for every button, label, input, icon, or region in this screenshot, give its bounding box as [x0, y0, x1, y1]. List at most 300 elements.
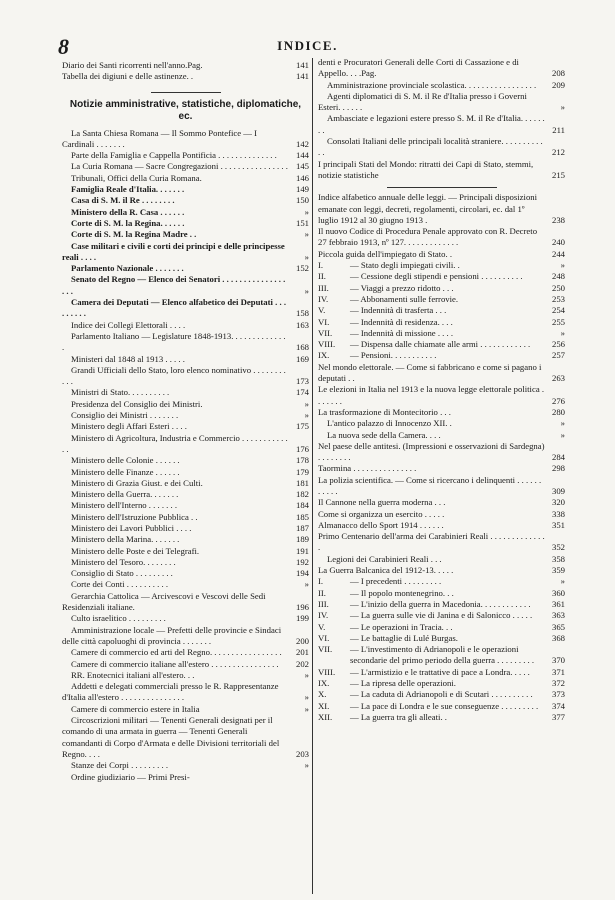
entry-title: Corte dei Conti . . . . . . . . . . — [71, 579, 169, 590]
entry-page: » — [304, 285, 309, 296]
entry-title: Case militari e civili e corti dei principi e delle principesse reali . . . . — [62, 240, 285, 262]
entry-title: Camere di commercio ed arti del Regno. . . . . . . . . . . . . . . . . — [71, 647, 282, 658]
entry-page: 168 — [295, 342, 309, 353]
index-entry — [62, 591, 309, 614]
index-entry — [62, 297, 309, 320]
entry-page: » — [560, 260, 565, 271]
entry-page: 175 — [295, 421, 309, 432]
index-entry — [62, 263, 309, 274]
entry-page: » — [304, 229, 309, 240]
entry-page: 240 — [551, 237, 565, 248]
entry-page: » — [560, 576, 565, 587]
entry-title: Ministri di Stato. . . . . . . . . . — [71, 387, 170, 398]
entry-page: 144 — [295, 150, 309, 161]
entry-page: 194 — [295, 568, 309, 579]
entry-title: Ministero delle Poste e dei Telegrafi. — [71, 545, 200, 556]
sub-entry — [318, 644, 565, 667]
entry-title: Nel mondo elettorale. — Come si fabbricano e come si pagano i deputati . . — [318, 361, 542, 384]
entry-page: 372 — [551, 678, 565, 689]
sub-entry-title: — Viaggi a prezzo ridotto . . . — [350, 282, 454, 293]
index-entry — [318, 57, 565, 80]
sub-entry-title: — L'inizio della guerra in Macedonia. . . . . . . . . . . . — [350, 598, 531, 609]
entry-page: 254 — [551, 305, 565, 316]
entry-page: » — [304, 398, 309, 409]
index-entry — [318, 475, 565, 498]
sub-entry-title: — Abbonamenti sulle ferrovie. — [350, 293, 459, 304]
sub-entry-title: — Indennità di residenza. . . . — [350, 316, 453, 327]
left-top-list — [62, 60, 309, 83]
entry-title: Parlamento Nazionale . . . . . . . — [71, 263, 184, 274]
entry-page: 361 — [551, 598, 565, 609]
sub-entry-number: IX. — [318, 350, 330, 361]
sub-entry-number: III. — [318, 282, 329, 293]
entry-title: Grandi Ufficiali dello Stato, loro elenco nominativo . . . . . . . . . . . — [62, 364, 286, 387]
entry-page: 200 — [295, 635, 309, 646]
index-entry — [62, 71, 309, 82]
entry-title: Parte della Famiglia e Cappella Pontificia . . . . . . . . . . . . . . — [71, 150, 277, 161]
sub-entry-title: — Le operazioni in Tracia. . . — [350, 621, 453, 632]
sub-entry-number: II. — [318, 587, 326, 598]
sub-entry-number: IX. — [318, 678, 330, 689]
entry-page: 358 — [551, 553, 565, 564]
index-entry — [62, 433, 309, 456]
sub-entry-title: — La guerra tra gli alleati. . — [350, 711, 447, 722]
entry-page: 209 — [551, 79, 565, 90]
entry-title: Ministero delle Colonie . . . . . . — [71, 455, 180, 466]
sub-entry — [318, 350, 565, 361]
entry-page: 149 — [295, 184, 309, 195]
index-entry — [62, 659, 309, 670]
entry-title: Ministero dell'Istruzione Pubblica . . — [71, 511, 198, 522]
sub-entry — [318, 339, 565, 350]
entry-page: 250 — [551, 282, 565, 293]
index-entry — [62, 500, 309, 511]
entry-page: 276 — [551, 395, 565, 406]
entry-title: Presidenza del Consiglio dei Ministri. — [71, 398, 203, 409]
entry-page: » — [304, 251, 309, 262]
sub-entry — [318, 633, 565, 644]
entry-title: Famiglia Reale d'Italia. . . . . . . — [71, 184, 185, 195]
index-entry — [318, 80, 565, 91]
entry-title: RR. Enotecnici italiani all'estero. . . — [71, 669, 195, 680]
entry-page: » — [304, 692, 309, 703]
sub-entry-title: — I precedenti . . . . . . . . . — [350, 576, 442, 587]
entry-title: La trasformazione di Montecitorio . . . — [318, 406, 451, 417]
entry-title: Indice alfabetico annuale delle leggi. — Principali disposizioni emanate con leggi, decreti, regolamenti, circolari, ec. dal 1º luglio 1912 al 30 giugno 1913 . — [318, 192, 538, 225]
index-entry — [62, 647, 309, 658]
page-number: 8 — [58, 34, 69, 59]
entry-page: » — [560, 327, 565, 338]
entry-page: 284 — [551, 452, 565, 463]
entry-page: 201 — [295, 647, 309, 658]
index-entry — [62, 670, 309, 681]
entry-page: 244 — [551, 248, 565, 259]
entry-page: 169 — [295, 353, 309, 364]
index-entry — [62, 399, 309, 410]
entry-title: Tabella dei digiuni e delle astinenze. . — [62, 71, 194, 82]
entry-title: Consolati Italiani delle principali località straniere. . . . . . . . . . . . — [318, 136, 543, 158]
sub-entry-number: V. — [318, 621, 326, 632]
sub-entry — [318, 588, 565, 599]
index-entry — [62, 128, 309, 151]
sub-entry-number: VIII. — [318, 666, 336, 677]
entry-page: 212 — [551, 147, 565, 158]
index-entry — [62, 150, 309, 161]
entry-page: 158 — [295, 308, 309, 319]
entry-title: Ambasciate e legazioni estere presso S. M. il Re d'Italia. . . . . . . . — [318, 113, 545, 135]
sub-entry — [318, 712, 565, 723]
entry-title: Ministero della Marina. . . . . . . — [71, 534, 180, 545]
entry-title: Consiglio dei Ministri . . . . . . . — [71, 410, 179, 421]
entry-title: Tribunali, Offici della Curia Romana. — [71, 172, 202, 183]
sub-entry — [318, 317, 565, 328]
entry-title: Corte di S. M. la Regina. . . . . . — [71, 217, 185, 228]
sub-entry-title: — L'investimento di Adrianopoli e le operazioni secondarie del primo periodo della guerra . . . . . . . . . — [350, 644, 535, 666]
entry-title: Camere di commercio estere in Italia — [71, 703, 200, 714]
index-entry — [62, 60, 309, 71]
sub-entry-title: — Cessione degli stipendi e pensioni . . . . . . . . . . — [350, 271, 523, 282]
right-column — [318, 57, 565, 723]
index-entry — [62, 365, 309, 388]
entry-title: Amministrazione provinciale scolastica. . . . . . . . . . . . . . . . . — [327, 79, 537, 90]
index-entry — [62, 320, 309, 331]
sub-entry-title: — Il popolo montenegrino. . . — [350, 587, 454, 598]
index-entry — [318, 565, 565, 576]
entry-title: Ministero del Tesoro. . . . . . . . — [71, 556, 176, 567]
entry-page: 187 — [295, 522, 309, 533]
index-entry — [62, 207, 309, 218]
sub-entry-number: IV. — [318, 610, 329, 621]
sub-entry — [318, 610, 565, 621]
entry-page: 255 — [551, 316, 565, 327]
right-top-list — [318, 57, 565, 181]
index-entry — [318, 418, 565, 429]
sub-entry-number: X. — [318, 689, 327, 700]
entry-page: 215 — [551, 169, 565, 180]
entry-title: Amministrazione locale — Prefetti delle provincie e Sindaci delle città capoluoghi di provincia . . . . . . . — [62, 624, 282, 646]
entry-page: 152 — [295, 263, 309, 274]
index-entry — [318, 463, 565, 474]
entry-page: 174 — [295, 387, 309, 398]
entry-page: 280 — [551, 406, 565, 417]
entry-title: Agenti diplomatici di S. M. il Re d'Italia presso i Governi Esteri. . . . . . — [318, 90, 527, 113]
index-entry — [62, 625, 309, 648]
index-entry — [318, 136, 565, 159]
index-entry — [318, 509, 565, 520]
entry-page: 141 — [295, 71, 309, 82]
entry-page: 176 — [295, 443, 309, 454]
entry-page: 141 — [295, 60, 309, 70]
index-entry — [62, 229, 309, 240]
entry-page: 256 — [551, 339, 565, 350]
index-entry — [318, 91, 565, 114]
entry-title: Il nuovo Codice di Procedura Penale approvato con R. Decreto 27 febbraio 1913, nº 127. . . . . . . . . . . . . — [318, 226, 538, 248]
index-entry — [62, 241, 309, 264]
index-entry — [62, 410, 309, 421]
sub-entry — [318, 667, 565, 678]
entry-page: 181 — [295, 477, 309, 488]
entry-page: 374 — [551, 700, 565, 711]
index-entry — [62, 467, 309, 478]
entry-page: 199 — [295, 613, 309, 624]
index-entry — [318, 497, 565, 508]
index-entry — [318, 430, 565, 441]
index-entry — [318, 441, 565, 464]
index-entry — [62, 331, 309, 354]
entry-title: Ordine giudiziario — Primi Presi- — [71, 771, 190, 782]
index-entry — [318, 159, 565, 182]
entry-title: La Curia Romana — Sacre Congregazioni . . . . . . . . . . . . . . . . — [71, 161, 288, 172]
sub-entry-title: — Indennità di trasferta . . . — [350, 305, 447, 316]
entry-page: 189 — [295, 534, 309, 545]
index-entry — [62, 772, 309, 783]
entry-page: 309 — [551, 485, 565, 496]
entry-page: 211 — [552, 124, 565, 135]
entry-page: 377 — [551, 711, 565, 722]
sub-entry-title: — Stato degli impiegati civili. . — [350, 260, 460, 271]
sub-entry-number: I. — [318, 260, 324, 271]
entry-page: 363 — [551, 610, 565, 621]
entry-title: Senato del Regno — Elenco dei Senatori . . . . . . . . . . . . . . . . . . — [62, 274, 286, 296]
entry-page: » — [304, 206, 309, 217]
entry-title: Casa di S. M. il Re . . . . . . . . — [71, 195, 175, 206]
entry-title: La Guerra Balcanica del 1912-13. . . . . — [318, 565, 454, 576]
entry-page: 359 — [551, 565, 565, 576]
section-title: Notizie amministrative, statistiche, diplomatiche, ec. — [69, 98, 302, 122]
entry-page: 179 — [295, 466, 309, 477]
index-entry — [62, 568, 309, 579]
index-entry — [62, 546, 309, 557]
entry-title: Culto israelitico . . . . . . . . . — [71, 613, 166, 624]
entry-title: Piccola guida dell'impiegato di Stato. . — [318, 248, 453, 259]
entry-title: Camere di commercio italiane all'estero . . . . . . . . . . . . . . . . — [71, 658, 279, 669]
entry-page: 163 — [295, 319, 309, 330]
entry-page: 360 — [551, 587, 565, 598]
entry-page: 352 — [551, 542, 565, 553]
index-entry — [62, 195, 309, 206]
entry-page: » — [304, 669, 309, 680]
entry-page: 338 — [551, 508, 565, 519]
section-rule — [151, 92, 221, 93]
index-entry — [318, 192, 565, 226]
index-entry — [318, 249, 565, 260]
left-column — [62, 60, 309, 783]
entry-page: 191 — [295, 545, 309, 556]
index-entry — [318, 531, 565, 554]
index-entry — [318, 226, 565, 249]
sub-entry-number: I. — [318, 576, 324, 587]
sub-entry-number: XII. — [318, 711, 333, 722]
sub-entry-title: — Le battaglie di Lulé Burgas. — [350, 632, 458, 643]
index-entry — [318, 554, 565, 565]
entry-page: 257 — [551, 350, 565, 361]
sub-entry-title: — La guerra sulle vie di Janina e di Salonicco . . . . . — [350, 610, 533, 621]
sub-entry-number: IV. — [318, 293, 329, 304]
entry-title: L'antico palazzo di Innocenzo XII. . — [327, 418, 452, 429]
entry-title: Circoscrizioni militari — Tenenti Generali designati per il comando di una armata in guerra — Tenenti Generali comandanti di Corpo d'Armata e delle Divisioni territoriali del Regno. . . . — [62, 715, 280, 759]
entry-page: 178 — [295, 455, 309, 466]
entry-title: denti e Procuratori Generali delle Corti di Cassazione e di Appello. . . .Pag. — [318, 57, 519, 79]
entry-page: 173 — [295, 376, 309, 387]
entry-page: 365 — [551, 621, 565, 632]
entry-title: Nel paese delle antitesi. (Impressioni e osservazioni di Sardegna) . . . . . . . . — [318, 440, 545, 463]
index-entry — [62, 455, 309, 466]
entry-page: 142 — [295, 138, 309, 149]
entry-page: » — [304, 579, 309, 590]
sub-entry-title: — Indennità di missione . . . . — [350, 327, 454, 338]
entry-title: Il Cannone nella guerra moderna . . . — [318, 497, 446, 508]
entry-title: Diario dei Santi ricorrenti nell'anno.Pag. — [62, 60, 203, 70]
entry-title: Stanze dei Corpi . . . . . . . . . — [71, 760, 168, 771]
entry-page: 192 — [295, 556, 309, 567]
entry-page: 368 — [551, 632, 565, 643]
sub-entry-number: VII. — [318, 644, 333, 655]
sub-entry-number: XI. — [318, 700, 330, 711]
entry-page: 182 — [295, 489, 309, 500]
index-entry — [62, 557, 309, 568]
entry-page: » — [560, 429, 565, 440]
sub-entry-number: VI. — [318, 316, 330, 327]
sub-entry — [318, 689, 565, 700]
entry-page: 238 — [551, 214, 565, 225]
entry-page: 208 — [551, 68, 565, 79]
entry-page: 371 — [551, 666, 565, 677]
entry-page: 196 — [295, 602, 309, 613]
entry-title: Ministeri dal 1848 al 1913 . . . . . — [71, 353, 185, 364]
sub-entry — [318, 576, 565, 587]
index-entry — [62, 421, 309, 432]
index-entry — [62, 161, 309, 172]
entry-title: Primo Centenario dell'arma dei Carabinieri Reali . . . . . . . . . . . . . . — [318, 531, 545, 553]
sub-entry — [318, 260, 565, 271]
entry-page: » — [560, 102, 565, 113]
entry-page: 351 — [551, 519, 565, 530]
sub-entry — [318, 622, 565, 633]
sub-entry-number: V. — [318, 305, 326, 316]
entry-title: Addetti e delegati commerciali presso le R. Rappresentanze d'Italia all'estero . . . . . . . . . . . . . . . — [62, 681, 279, 703]
index-entry — [318, 384, 565, 407]
entry-page: 320 — [551, 497, 565, 508]
index-entry — [62, 613, 309, 624]
entry-page: 263 — [551, 373, 565, 384]
index-entry — [318, 113, 565, 136]
entry-title: Legioni dei Carabinieri Reali . . . — [327, 553, 442, 564]
index-entry — [62, 354, 309, 365]
index-entry — [318, 520, 565, 531]
sub-entry-title: — La ripresa delle operazioni. — [350, 678, 456, 689]
section-rule-right — [387, 187, 497, 188]
entry-page: 298 — [551, 463, 565, 474]
entry-page: » — [560, 418, 565, 429]
entry-title: Taormina . . . . . . . . . . . . . . . — [318, 463, 417, 474]
index-entry — [62, 579, 309, 590]
index-entry — [62, 704, 309, 715]
entry-title: La nuova sede della Camera. . . . — [327, 429, 441, 440]
entry-title: Corte di S. M. la Regina Madre . . — [71, 229, 197, 240]
index-entry — [62, 489, 309, 500]
column-divider — [312, 58, 313, 894]
sub-entry-number: II. — [318, 271, 326, 282]
entry-page: 248 — [551, 271, 565, 282]
sub-entry-title: — La caduta di Adrianopoli e di Scutari . . . . . . . . . . — [350, 689, 533, 700]
sub-entry — [318, 599, 565, 610]
entry-page: 203 — [295, 748, 309, 759]
guerra-subsections — [318, 576, 565, 723]
entry-page: » — [304, 760, 309, 771]
entry-title: Parlamento Italiano — Legislature 1848-1913. . . . . . . . . . . . . . — [62, 330, 286, 353]
sub-entry-title: — L'armistizio e le trattative di pace a Londra. . . . . — [350, 666, 530, 677]
guida-subsections — [318, 260, 565, 362]
entry-title: Ministero dell'Interno . . . . . . . — [71, 500, 178, 511]
page-title: INDICE. — [277, 38, 338, 53]
index-entry — [62, 173, 309, 184]
entry-title: Ministero dei Lavori Pubblici . . . . — [71, 522, 192, 533]
index-entry — [318, 407, 565, 418]
sub-entry-title: — Pensioni. . . . . . . . . . . — [350, 350, 437, 361]
entry-page: 184 — [295, 500, 309, 511]
entry-title: I principali Stati del Mondo: ritratti dei Capi di Stato, stemmi, notizie statistiche — [318, 158, 534, 180]
entry-page: 373 — [551, 689, 565, 700]
entry-page: 202 — [295, 658, 309, 669]
index-entry — [62, 715, 309, 760]
entry-title: Le elezioni in Italia nel 1913 e la nuova legge elettorale politica . . . . . . . — [318, 384, 545, 406]
sub-entry — [318, 294, 565, 305]
entry-title: La Santa Chiesa Romana — Il Sommo Pontefice — I Cardinali . . . . . . . — [62, 127, 258, 149]
entry-title: Almanacco dello Sport 1914 . . . . . . — [318, 519, 444, 530]
index-entry — [62, 218, 309, 229]
index-entry — [62, 387, 309, 398]
entry-page: 150 — [295, 195, 309, 206]
index-entry — [62, 760, 309, 771]
entry-page: » — [304, 410, 309, 421]
sub-entry — [318, 305, 565, 316]
entry-page: 146 — [295, 172, 309, 183]
entry-page: » — [304, 703, 309, 714]
index-entry — [62, 184, 309, 195]
right-entries-list — [318, 192, 565, 260]
sub-entry — [318, 701, 565, 712]
entry-title: La polizia scientifica. — Come si ricercano i delinquenti . . . . . . . . . . . — [318, 474, 542, 496]
entry-title: Ministero di Grazia Giust. e dei Culti. — [71, 477, 203, 488]
index-entry — [318, 362, 565, 385]
sub-entry — [318, 678, 565, 689]
index-entry — [62, 512, 309, 523]
index-entry — [62, 274, 309, 297]
entry-title: Ministero della R. Casa . . . . . . — [71, 206, 185, 217]
sub-entry-number: III. — [318, 598, 329, 609]
index-entry — [62, 478, 309, 489]
index-entry — [62, 534, 309, 545]
entry-page: 370 — [551, 655, 565, 666]
right-mid-list — [318, 362, 565, 577]
sub-entry-title: — La pace di Londra e le sue conseguenze . . . . . . . . . — [350, 700, 539, 711]
left-entries-list — [62, 128, 309, 783]
entry-title: Indice dei Collegi Elettorali . . . . — [71, 319, 186, 330]
entry-title: Ministero di Agricoltura, Industria e Commercio . . . . . . . . . . . . . — [62, 432, 288, 454]
entry-page: 185 — [295, 511, 309, 522]
index-entry — [62, 523, 309, 534]
sub-entry-number: VII. — [318, 327, 333, 338]
entry-page: 253 — [551, 293, 565, 304]
sub-entry-title: — Dispensa dalle chiamate alle armi . . . . . . . . . . . . — [350, 339, 531, 350]
sub-entry — [318, 271, 565, 282]
entry-title: Camera dei Deputati — Elenco alfabetico dei Deputati . . . . . . . . . — [62, 297, 286, 319]
entry-title: Gerarchia Cattolica — Arcivescovi e Vescovi delle Sedi Residenziali italiane. — [62, 590, 266, 613]
entry-title: Ministero degli Affari Esteri . . . . — [71, 421, 187, 432]
sub-entry-number: VIII. — [318, 339, 336, 350]
entry-title: Ministero delle Finanze . . . . . . — [71, 466, 180, 477]
entry-page: 151 — [295, 217, 309, 228]
